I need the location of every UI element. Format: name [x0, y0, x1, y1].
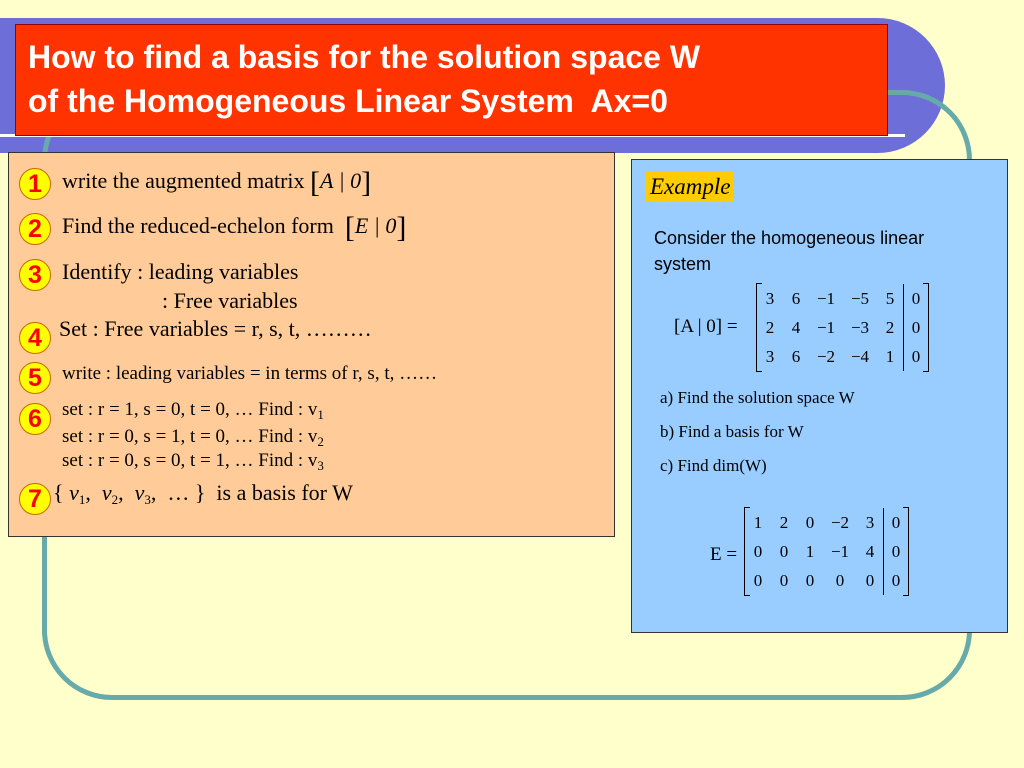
matrix-e-cell: 0	[835, 570, 845, 590]
matrix-a-cell: 0	[904, 313, 929, 342]
step-2-label: Find the reduced-echelon form	[62, 213, 334, 238]
matrix-e-cell: 1	[753, 512, 763, 532]
matrix-a-cell: 3	[765, 346, 775, 366]
matrix-a-label: [A | 0] =	[674, 316, 738, 337]
step-7-label: is a basis for W	[216, 480, 353, 505]
example-label: Example	[646, 172, 734, 202]
matrix-e	[744, 508, 909, 595]
step-badge-2: 2	[19, 213, 51, 245]
matrix-e-cell: 0	[753, 541, 763, 561]
matrix-a-cell: 6	[791, 346, 801, 366]
step-1-text	[62, 168, 371, 198]
matrix-e-cell: −2	[830, 512, 850, 532]
question-b: b) Find a basis for W	[660, 422, 804, 441]
step-1-label: write the augmented matrix	[62, 168, 305, 193]
augmented-a: A | 0	[320, 168, 362, 193]
matrix-e-row	[745, 537, 908, 566]
step-badge-7: 7	[19, 483, 51, 515]
matrix-a-row	[757, 342, 928, 371]
step-badge-4: 4	[19, 322, 51, 354]
step-badge-3: 3	[19, 259, 51, 291]
example-panel	[631, 159, 1008, 633]
matrix-e-cell: 0	[865, 570, 875, 590]
step-6-line-3-text: set : r = 0, s = 0, t = 1, … Find : v	[62, 450, 318, 471]
right-bracket: ]	[361, 166, 372, 199]
matrix-e-cell: 0	[779, 570, 789, 590]
step-6-line-3	[62, 450, 324, 474]
subscript-1: 1	[317, 407, 324, 422]
matrix-a-cell: 1	[885, 346, 895, 366]
matrix-e-cell: 0	[779, 541, 789, 561]
step-badge-5: 5	[19, 362, 51, 394]
page-title: How to find a basis for the solution space W of the Homogeneous Linear System Ax=0	[28, 39, 701, 119]
matrix-e-row	[745, 566, 908, 595]
matrix-e-cell: 0	[805, 570, 815, 590]
step-2-text	[62, 213, 406, 243]
matrix-a-cell: −2	[816, 346, 836, 366]
example-intro: Consider the homogeneous linear system	[654, 228, 925, 274]
matrix-a-cell: 2	[765, 317, 775, 337]
matrix-e-cell: 0	[805, 512, 815, 532]
subscript-3: 3	[317, 458, 324, 473]
left-bracket: [	[344, 211, 355, 244]
step-5-text: write : leading variables = in terms of r, s, t, ……	[62, 363, 438, 384]
matrix-a	[756, 284, 929, 371]
right-bracket: ]	[396, 211, 407, 244]
step-6-line-2	[62, 426, 324, 450]
matrix-a-cell: −3	[850, 317, 870, 337]
title-box	[15, 24, 888, 136]
step-badge-6: 6	[19, 403, 51, 435]
matrix-e-cell: 0	[753, 570, 763, 590]
step-7-text: { $v_1$, $v_2$, $v_3$, … } is a basis for W	[53, 480, 353, 507]
matrix-e-cell: 0	[884, 537, 909, 566]
step-3-text-2: : Free variables	[162, 288, 298, 313]
subscript-2: 2	[317, 434, 324, 449]
matrix-a-cell: 0	[904, 342, 929, 371]
matrix-a-cell: −5	[850, 288, 870, 308]
matrix-a-row	[757, 284, 928, 313]
matrix-e-row	[745, 508, 908, 537]
matrix-e-cell: 3	[865, 512, 875, 532]
matrix-e-label: E =	[710, 544, 738, 565]
step-3-text: Identify : leading variables	[62, 259, 299, 284]
left-bracket: [	[310, 166, 321, 199]
matrix-e-cell: 0	[884, 508, 909, 537]
step-6-line-1	[62, 399, 324, 423]
matrix-a-cell: 4	[791, 317, 801, 337]
matrix-a-cell: −1	[816, 288, 836, 308]
matrix-e-cell: 4	[865, 541, 875, 561]
matrix-e-table	[745, 508, 908, 595]
matrix-a-cell: 3	[765, 288, 775, 308]
step-4-text: Set : Free variables = r, s, t, ………	[59, 316, 372, 341]
steps-panel	[8, 152, 615, 537]
matrix-a-cell: −4	[850, 346, 870, 366]
step-badge-1: 1	[19, 168, 51, 200]
question-c: c) Find dim(W)	[660, 456, 767, 475]
matrix-a-cell: 0	[904, 284, 929, 313]
matrix-a-cell: −1	[816, 317, 836, 337]
question-a: a) Find the solution space W	[660, 388, 855, 407]
matrix-e-cell: 0	[884, 566, 909, 595]
matrix-a-cell: 2	[885, 317, 895, 337]
step-6-line-2-text: set : r = 0, s = 1, t = 0, … Find : v	[62, 426, 318, 447]
matrix-a-row	[757, 313, 928, 342]
matrix-a-table	[757, 284, 928, 371]
matrix-e-cell: 2	[779, 512, 789, 532]
step-6-line-1-text: set : r = 1, s = 0, t = 0, … Find : v	[62, 399, 318, 420]
augmented-e: E | 0	[354, 213, 397, 238]
matrix-a-cell: 6	[791, 288, 801, 308]
matrix-a-cell: 5	[885, 288, 895, 308]
matrix-e-cell: 1	[805, 541, 815, 561]
matrix-e-cell: −1	[830, 541, 850, 561]
